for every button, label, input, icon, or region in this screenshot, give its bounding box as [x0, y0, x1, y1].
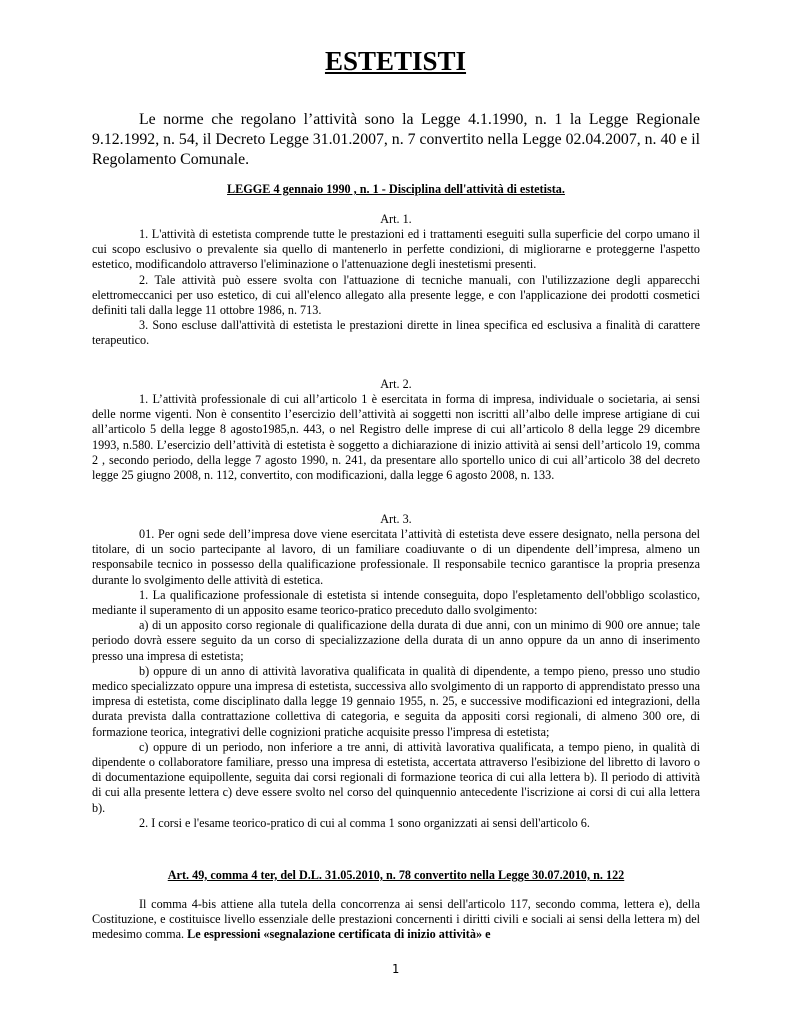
art-3-paragraph: 2. I corsi e l'esame teorico-pratico di cui al comma 1 sono organizzati ai sensi dell'articolo 6. [139, 815, 590, 830]
art-1-paragraph: 3. Sono escluse dall'attività di estetista le prestazioni dirette in linea specifica ed esclusiva a finalità di carattere terapeutico. [92, 318, 700, 348]
art-1-paragraph: 1. L'attività di estetista comprende tutte le prestazioni ed i trattamenti eseguiti sulla superficie del corpo umano il cui scopo esclusivo o prevalente sia quello di mantenerlo in perfette condizioni, di migliorarne e proteggerne l'aspetto estetico, modificandolo attraverso l'eliminazione o l'attenuazione degli inestetismi presenti. [92, 227, 700, 272]
art-49-text: Il comma 4-bis attiene alla tutela della concorrenza ai sensi dell'articolo 117, secondo comma, lettera e), della Costituzione, e costituisce livello essenziale delle prestazioni concernenti i diritti civili e sociali ai sensi della lettera m) del medesimo comma. [92, 897, 700, 942]
art-3-paragraph: b) oppure di un anno di attività lavorativa qualificata in qualità di dipendente, a tempo pieno, presso uno studio medico specializzato oppure una impresa di estetista, successiva allo svolgimento di un rapporto di apprendistato presso una impresa di estetista, come disciplinato dalla legge 19 gennaio 1955, n. 25, e successive modificazioni ed integrazioni, della durata prevista dalla contrattazione collettiva di categoria, e seguita da appositi corsi regionali, di almeno 300 ore, di formazione teorica, integrativi delle cognizioni pratiche acquisite presso l'impresa di estetista; [92, 663, 700, 739]
art-49-bold-text: Le espressioni «segnalazione certificata di inizio attività» e [187, 927, 491, 942]
law-1990-heading: LEGGE 4 gennaio 1990 , n. 1 - Disciplina dell'attività di estetista. [227, 182, 565, 196]
art-3-paragraph: c) oppure di un periodo, non inferiore a tre anni, di attività lavorativa qualificata, a tempo pieno, in qualità di dipendente o collaboratore familiare, presso una impresa di estetista, accertata attraverso l'esibizione del libretto di lavoro o di documentazione equipollente, seguita dai corsi regionali di formazione teorica di cui alla lettera b). Il periodo di attività di cui alla presente lettera c) deve essere svolto nel corso del quinquennio antecedente l'iscrizione ai corsi di cui alla lettera b). [92, 739, 700, 815]
art-1-title: Art. 1. [380, 212, 412, 226]
art-3-paragraph: 01. Per ogni sede dell’impresa dove viene esercitata l’attività di estetista deve essere designato, nella persona del titolare, di un socio partecipante al lavoro, di un familiare coadiuvante o di un dipendente dell’impresa, almeno un responsabile tecnico in possesso della qualificazione professionale. Il responsabile tecnico garantisce la propria presenza durante lo svolgimento delle attività di estetica. [92, 527, 700, 587]
art-3-paragraph: a) di un apposito corso regionale di qualificazione della durata di due anni, con un minimo di 900 ore annue; tale periodo dovrà essere seguito da un corso di specializzazione della durata di un anno oppure da un anno di inserimento presso una impresa di estetista; [92, 618, 700, 663]
art-49-heading: Art. 49, comma 4 ter, del D.L. 31.05.2010, n. 78 convertito nella Legge 30.07.2010, n. 122 [167, 868, 625, 882]
art-2-paragraph: 1. L’attività professionale di cui all’articolo 1 è esercitata in forma di impresa, individuale o societaria, ai sensi delle norme vigenti. Non è consentito l’esercizio dell’attività ai soggetti non iscritti all’albo delle imprese artigiane di cui all’articolo 5 della legge 8 agosto1985,n. 443, o nel Registro delle imprese di cui all’articolo 8 della legge 29 dicembre 1993, n.580. L’esercizio dell’attività di estetista è soggetto a dichiarazione di inizio attività ai sensi dell’articolo 19, comma 2 , secondo periodo, della legge 7 agosto 1990, n. 241, da presentare allo sportello unico di cui all’articolo 38 del decreto legge 25 giugno 2008, n. 112, convertito, con modificazioni, dalla legge 6 agosto 2008, n. 133. [92, 392, 700, 483]
art-3-title: Art. 3. [380, 512, 412, 526]
art-3-body [92, 527, 700, 831]
page-number: 1 [391, 962, 400, 976]
art-49-paragraph [92, 897, 700, 943]
art-2-body [92, 392, 700, 483]
art-3-paragraph: 1. La qualificazione professionale di estetista si intende conseguita, dopo l'espletamento dell'obbligo scolastico, mediante il superamento di un apposito esame teorico-pratico preceduto dallo svolgimento: [92, 587, 700, 618]
art-49-body [92, 897, 700, 943]
page-title: ESTETISTI [324, 46, 467, 76]
art-1-paragraph: 2. Tale attività può essere svolta con l'attuazione di tecniche manuali, con l'utilizzazione degli apparecchi elettromeccanici per uso estetico, di cui all'elenco allegato alla presente legge, e con l'applicazione dei prodotti cosmetici definiti tali dalla legge 11 ottobre 1986, n. 713. [92, 272, 700, 318]
art-1-body [92, 227, 700, 349]
intro-paragraph: Le norme che regolano l’attività sono la Legge 4.1.1990, n. 1 la Legge Regionale 9.12.1992, n. 54, il Decreto Legge 31.01.2007, n. 7 convertito nella Legge 02.04.2007, n. 40 e il Regolamento Comunale. [92, 111, 700, 168]
art-2-title: Art. 2. [380, 377, 412, 391]
